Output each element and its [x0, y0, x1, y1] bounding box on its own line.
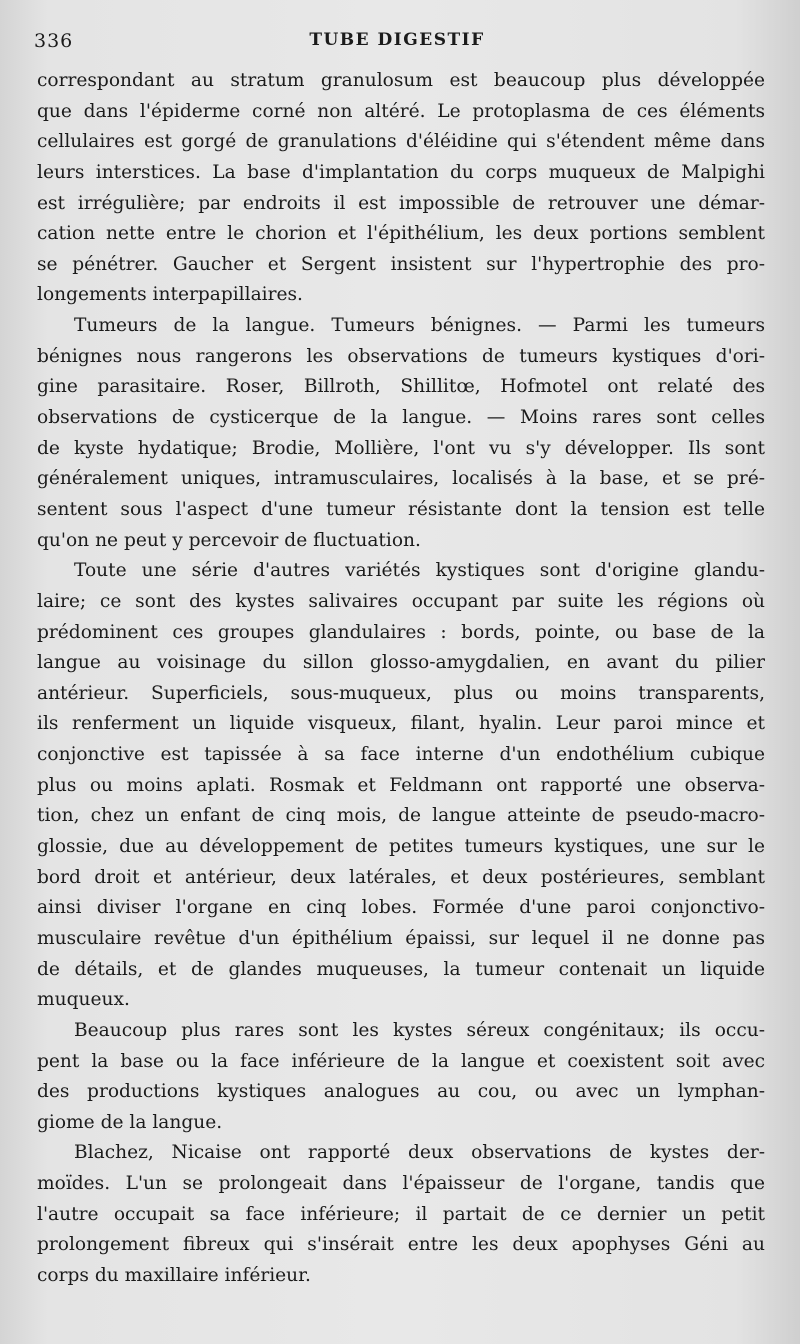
text-line: leurs interstices. La base d'implantation du corps muqueux de Malpighi — [37, 161, 765, 183]
text-line: moïdes. L'un se prolongeait dans l'épaisseur de l'organe, tandis que — [37, 1173, 765, 1195]
text-line: pent la base ou la face inférieure de la langue et coexistent soit avec — [37, 1050, 765, 1072]
text-line: sentent sous l'aspect d'une tumeur résistante dont la tension est telle — [37, 498, 765, 520]
text-line: Beaucoup plus rares sont les kystes séreux congénitaux; ils occu- — [74, 1019, 765, 1041]
text-line: bord droit et antérieur, deux latérales, et deux postérieures, semblant — [37, 866, 765, 888]
text-line: Blachez, Nicaise ont rapporté deux observations de kystes der- — [74, 1142, 765, 1164]
text-line: prédominent ces groupes glandulaires : bords, pointe, ou base de la — [37, 621, 765, 643]
text-line: bénignes nous rangerons les observations de tumeurs kystiques d'ori- — [37, 345, 765, 367]
text-line: glossie, due au développement de petites tumeurs kystiques, une sur le — [37, 836, 765, 858]
text-line: l'autre occupait sa face inférieure; il partait de ce dernier un petit — [37, 1203, 765, 1225]
text-line: plus ou moins aplati. Rosmak et Feldmann ont rapporté une observa- — [37, 774, 765, 796]
text-line: des productions kystiques analogues au cou, ou avec un lymphan- — [37, 1081, 765, 1103]
text-line: prolongement fibreux qui s'insérait entre les deux apophyses Géni au — [37, 1234, 765, 1256]
running-title: TUBE DIGESTIF — [309, 30, 485, 50]
text-line: se pénétrer. Gaucher et Sergent insistent sur l'hypertrophie des pro- — [37, 253, 765, 275]
text-line: muqueux. — [37, 989, 130, 1011]
text-line: corps du maxillaire inférieur. — [37, 1264, 311, 1286]
text-line: Toute une série d'autres variétés kystiques sont d'origine glandu- — [74, 560, 765, 582]
page-number: 336 — [34, 30, 74, 52]
text-line: conjonctive est tapissée à sa face interne d'un endothélium cubique — [37, 744, 765, 766]
text-line: de détails, et de glandes muqueuses, la tumeur contenait un liquide — [37, 958, 765, 980]
text-line: de kyste hydatique; Brodie, Mollière, l'ont vu s'y développer. Ils sont — [37, 437, 765, 459]
text-line: généralement uniques, intramusculaires, localisés à la base, et se pré- — [37, 468, 765, 490]
text-line: que dans l'épiderme corné non altéré. Le protoplasma de ces éléments — [37, 100, 765, 122]
text-line: antérieur. Superficiels, sous-muqueux, plus ou moins transparents, — [37, 682, 765, 704]
text-line: qu'on ne peut y percevoir de fluctuation. — [37, 529, 421, 551]
text-line: ils renferment un liquide visqueux, filant, hyalin. Leur paroi mince et — [37, 713, 765, 735]
text-line: cation nette entre le chorion et l'épithélium, les deux portions semblent — [37, 223, 765, 245]
text-line: ainsi diviser l'organe en cinq lobes. Formée d'une paroi conjonctivo- — [37, 897, 765, 919]
text-line: langue au voisinage du sillon glosso-amygdalien, en avant du pilier — [37, 652, 765, 674]
page-header — [34, 30, 760, 60]
text-line: giome de la langue. — [37, 1111, 223, 1133]
text-line: correspondant au stratum granulosum est beaucoup plus développée — [37, 70, 765, 91]
text-line: cellulaires est gorgé de granulations d'éléidine qui s'étendent même dans — [37, 131, 765, 153]
text-line: observations de cysticerque de la langue. — Moins rares sont celles — [37, 407, 765, 429]
text-line: est irrégulière; par endroits il est impossible de retrouver une démar- — [37, 192, 765, 214]
text-line: tion, chez un enfant de cinq mois, de langue atteinte de pseudo-macro- — [37, 805, 765, 827]
text-line: musculaire revêtue d'un épithélium épaissi, sur lequel il ne donne pas — [37, 927, 765, 949]
text-line: gine parasitaire. Roser, Billroth, Shillitœ, Hofmotel ont relaté des — [37, 376, 765, 398]
text-line: laire; ce sont des kystes salivaires occupant par suite les régions où — [37, 590, 765, 612]
text-line: longements interpapillaires. — [37, 284, 303, 306]
text-line: Tumeurs de la langue. Tumeurs bénignes. — Parmi les tumeurs — [74, 315, 765, 337]
body-text — [37, 66, 765, 1292]
